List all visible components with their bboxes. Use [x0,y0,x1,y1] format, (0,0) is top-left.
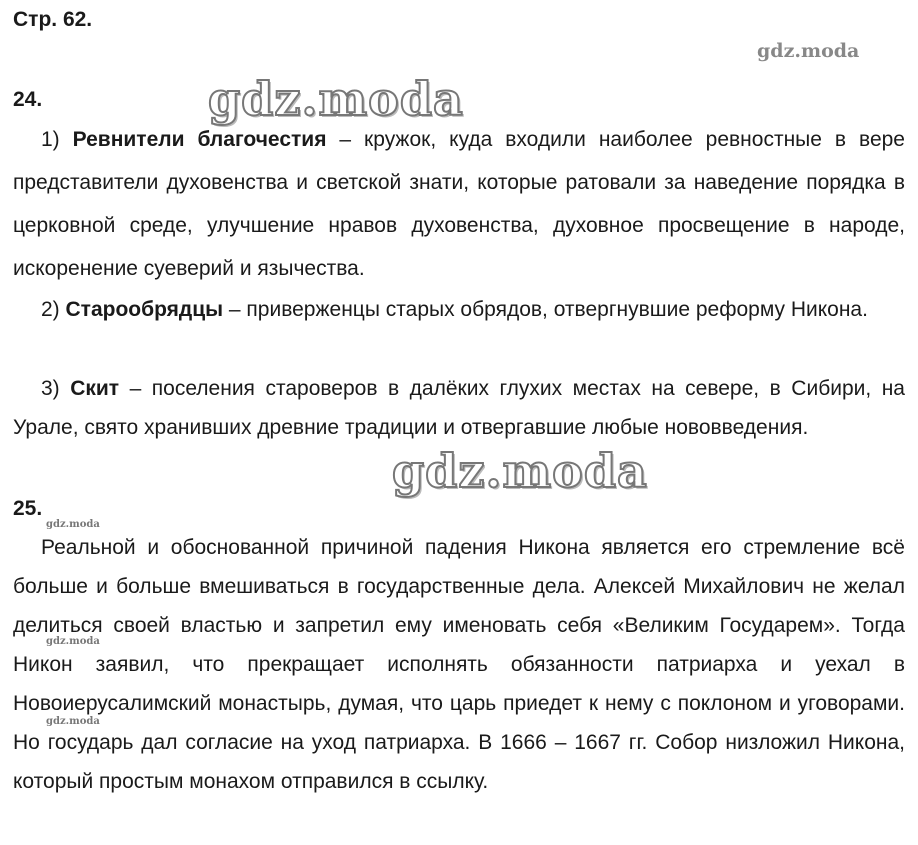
term-staroobryadtsy: Старообрядцы [65,298,224,321]
definition-text: – приверженцы старых обрядов, отвергнувшие реформу Никона. [223,298,868,321]
task24-item-1 [13,118,905,290]
term-skit: Скит [70,377,120,400]
watermark-small-3: gdz.moda [46,716,100,727]
definition-text: – поселения староверов в далёких глухих местах на севере, в Сибири, на Урале, свято хранивших древние традиции и отвергавшие любые нововведения. [13,377,905,439]
task-number-24: 24. [13,88,43,111]
watermark-small-2: gdz.moda [46,636,100,647]
task-number-25: 25. [13,497,43,520]
page-number: Стр. 62. [13,8,93,31]
task25-paragraph [13,528,905,801]
task24-item-3 [13,369,905,447]
item-prefix: 2) [41,298,66,321]
definition-text: – кружок, куда входили наиболее ревностные в вере представители духовенства и светской знати, которые ратовали за наведение порядка в церковной среде, улучшение нравов духовенства, духовное просвещение в народе, искоренение суеверий и язычества. [13,128,905,280]
watermark-large-2: gdz.moda [392,444,648,498]
watermark-small-1: gdz.moda [46,519,100,530]
watermark-large-1: gdz.moda [208,72,464,126]
term-revniteli: Ревнители благочестия [72,128,327,151]
answer-text: Реальной и обоснованной причиной падения Никона является его стремление всё больше и больше вмешиваться в государственные дела. Алексей Михайлович не желал делиться своей властью и запретил ему именовать себя «Великим Государем». Тогда Никон заявил, что прекращает исполнять обязанности патриарха и уехал в Новоиерусалимский монастырь, думая, что царь приедет к нему с поклоном и уговорами. Но государь дал согласие на уход патриарха. В 1666 – 1667 гг. Собор низложил Никона, который простым монахом отправился в ссылку. [13,536,905,793]
item-prefix: 3) [41,377,71,400]
item-prefix: 1) [41,128,73,151]
task24-item-2 [13,290,905,329]
watermark-top-right: gdz.moda [757,40,860,62]
